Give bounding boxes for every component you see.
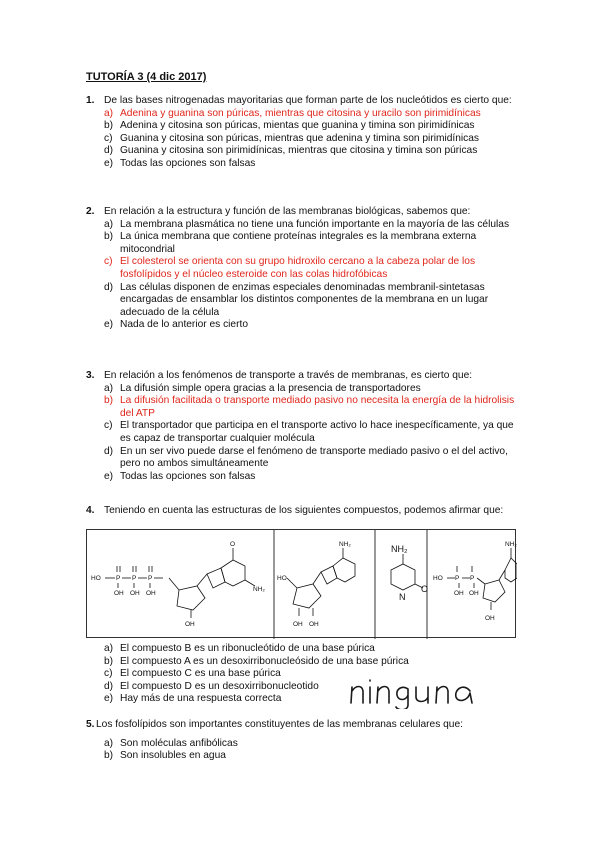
option-letter: c) bbox=[104, 132, 113, 144]
option-b bbox=[104, 231, 516, 256]
option-letter: a) bbox=[104, 737, 114, 749]
label-p: P bbox=[148, 575, 153, 582]
option-e bbox=[104, 158, 516, 171]
option-c bbox=[104, 256, 516, 281]
label-ho: HO bbox=[433, 575, 443, 582]
option-text: La membrana plasmática no tiene una función importante en la mayoría de las células bbox=[120, 218, 510, 230]
label-oh: OH bbox=[114, 590, 124, 597]
option-letter: c) bbox=[104, 256, 113, 268]
label-nh2: NH₂ bbox=[253, 586, 265, 593]
label-ho: HO bbox=[277, 575, 287, 582]
structure-a bbox=[105, 548, 255, 618]
option-text: En un ser vivo puede darse el fenómeno de transporte mediado pasivo o el del activo, pero no ambos simultáneamente bbox=[120, 445, 508, 470]
option-text: El compuesto A es un desoxirribonucleósido de una base púrica bbox=[120, 655, 409, 667]
question-stem: En relación a los fenómenos de transporte a través de membranas, es cierto que: bbox=[104, 370, 473, 381]
structure-b bbox=[287, 548, 355, 616]
option-letter: b) bbox=[104, 395, 114, 407]
options-list bbox=[104, 108, 516, 171]
option-text: La única membrana que contiene proteínas integrales es la membrana externa mitocondrial bbox=[120, 231, 477, 255]
option-b bbox=[104, 750, 516, 763]
question-stem: De las bases nitrogenadas mayoritarias que forman parte de los nucleótidos es cierto que: bbox=[104, 95, 512, 106]
page-title: TUTORÍA 3 (4 dic 2017) bbox=[86, 71, 207, 83]
label-o: O bbox=[230, 541, 236, 548]
question-4 bbox=[86, 505, 516, 518]
label-oh: OH bbox=[309, 621, 319, 628]
question-stem: En relación a la estructura y función de las membranas biológicas, sabemos que: bbox=[104, 206, 471, 217]
chemical-structures-figure bbox=[86, 529, 516, 638]
option-letter: e) bbox=[104, 157, 114, 169]
label-oh: OH bbox=[485, 615, 495, 622]
structure-c bbox=[391, 554, 423, 590]
option-letter: a) bbox=[104, 382, 114, 394]
option-text: Guanina y citosina son púricas, mientras que adenina y timina son pirimidínicas bbox=[120, 132, 480, 144]
option-letter: d) bbox=[104, 680, 114, 692]
option-letter: a) bbox=[104, 643, 114, 654]
option-letter: b) bbox=[104, 750, 114, 762]
label-nh2: NH₂ bbox=[505, 541, 517, 548]
label-nh2: NH₂ bbox=[391, 544, 408, 554]
option-letter: b) bbox=[104, 120, 114, 132]
option-e bbox=[104, 471, 516, 484]
question-number: 5. bbox=[86, 719, 95, 730]
option-b bbox=[104, 656, 516, 669]
option-text: Todas las opciones son falsas bbox=[120, 157, 256, 169]
option-a bbox=[104, 383, 516, 396]
label-oh: OH bbox=[469, 590, 479, 597]
option-letter: d) bbox=[104, 445, 114, 457]
option-b bbox=[104, 395, 516, 420]
option-letter: b) bbox=[104, 655, 114, 667]
option-text: Las células disponen de enzimas especiales denominadas membranil-sintetasas encargadas de ensamblar los distintos componentes de la membrana en un lugar adecuado de la célula bbox=[120, 281, 489, 318]
question-1 bbox=[86, 95, 516, 171]
option-text: La difusión facilitada o transporte mediado pasivo no necesita la energía de la hidrolisis del ATP bbox=[120, 395, 515, 419]
option-letter: a) bbox=[104, 107, 114, 119]
option-text: El compuesto C es una base púrica bbox=[120, 668, 281, 680]
label-p: P bbox=[455, 575, 460, 582]
option-d bbox=[104, 446, 516, 471]
question-number: 3. bbox=[86, 370, 95, 381]
option-a bbox=[104, 643, 516, 656]
question-stem: Los fosfolípidos son importantes constituyentes de las membranas celulares que: bbox=[96, 719, 463, 730]
option-text: La difusión simple opera gracias a la presencia de transportadores bbox=[120, 382, 421, 394]
option-letter: c) bbox=[104, 420, 113, 432]
option-d bbox=[104, 145, 516, 158]
option-c bbox=[104, 420, 516, 445]
options-list bbox=[104, 383, 516, 484]
label-p: P bbox=[116, 575, 121, 582]
options-list bbox=[104, 219, 516, 332]
option-letter: a) bbox=[104, 218, 114, 230]
option-a bbox=[104, 219, 516, 232]
option-a bbox=[104, 108, 516, 121]
option-text: Hay más de una respuesta correcta bbox=[120, 693, 282, 705]
option-a bbox=[104, 738, 516, 751]
label-oh: OH bbox=[146, 590, 156, 597]
option-b bbox=[104, 120, 516, 133]
question-number: 1. bbox=[86, 95, 95, 106]
option-text: Todas las opciones son falsas bbox=[120, 470, 256, 482]
label-p: P bbox=[470, 575, 475, 582]
option-text: Adenina y guanina son púricas, mientras que citosina y uracilo son pirimidínicas bbox=[120, 107, 481, 119]
option-text: El colesterol se orienta con su grupo hidroxilo cercano a la cabeza polar de los fosfolípidos y el núcleo esteroide con las colas hidrofóbicas bbox=[120, 256, 476, 280]
option-text: El transportador que participa en el transporte activo lo hace inespecíficamente, ya que es capaz de transportar cualquier molécula bbox=[120, 420, 514, 444]
option-c bbox=[104, 133, 516, 146]
option-d bbox=[104, 282, 516, 320]
option-text: Nada de lo anterior es cierto bbox=[120, 319, 248, 331]
question-stem: Teniendo en cuenta las estructuras de los siguientes compuestos, podemos afirmar que: bbox=[104, 505, 504, 516]
option-text: Adenina y citosina son púricas, mientas que guanina y timina son pirimidínicas bbox=[120, 120, 475, 132]
option-text: Son moléculas anfibólicas bbox=[120, 737, 238, 749]
option-letter: e) bbox=[104, 693, 114, 705]
handwritten-annotation bbox=[348, 669, 493, 709]
question-number: 2. bbox=[86, 206, 95, 217]
option-letter: d) bbox=[104, 145, 114, 157]
options-list bbox=[104, 738, 516, 763]
question-number: 4. bbox=[86, 505, 95, 516]
label-oh: OH bbox=[293, 621, 303, 628]
option-text: Guanina y citosina son pirimidínicas, mientras que citosina y timina son púricas bbox=[120, 145, 478, 157]
option-text: Son insolubles en agua bbox=[120, 750, 226, 762]
option-text: El compuesto B es un ribonucleótido de una base púrica bbox=[120, 643, 375, 654]
option-letter: e) bbox=[104, 470, 114, 482]
label-oh: OH bbox=[130, 590, 140, 597]
label-oh: OH bbox=[185, 621, 195, 628]
option-letter: c) bbox=[104, 668, 113, 680]
question-5 bbox=[86, 719, 516, 763]
label-ho: HO bbox=[91, 575, 101, 582]
question-2 bbox=[86, 206, 516, 332]
option-letter: b) bbox=[104, 231, 114, 243]
label-n: N bbox=[399, 592, 406, 602]
label-nh2: NH₂ bbox=[339, 541, 351, 548]
option-letter: e) bbox=[104, 319, 114, 331]
label-p: P bbox=[132, 575, 137, 582]
question-3 bbox=[86, 370, 516, 483]
label-oh: OH bbox=[454, 590, 464, 597]
option-letter: d) bbox=[104, 281, 114, 293]
label-o: O bbox=[421, 584, 429, 594]
option-text: El compuesto D es un desoxirribonucleotido bbox=[120, 680, 319, 692]
option-e bbox=[104, 319, 516, 332]
